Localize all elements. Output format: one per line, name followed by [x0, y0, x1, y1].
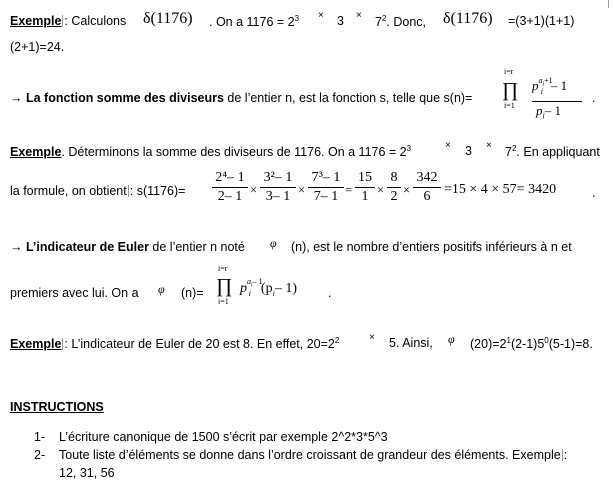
times-symbol: × [298, 183, 306, 197]
example2-end: . [592, 186, 596, 200]
sigma-den-tail: – 1 [544, 102, 561, 118]
fraction-1-num: 2⁴– 1 [215, 170, 245, 185]
example3-e1: 1 [506, 336, 511, 345]
example1-three: 3 [337, 14, 344, 28]
arrow-icon: → [10, 240, 23, 254]
phi-symbol: φ [448, 332, 455, 346]
sigma-num-sub: i [540, 86, 543, 96]
example2-three: 3 [465, 144, 472, 158]
example2-seven: 7 [505, 145, 512, 159]
euler-line1 [10, 240, 245, 254]
example1-label: Exemple [10, 14, 62, 28]
fraction-3-num: 7³– 1 [311, 170, 341, 185]
sigma-end: . [592, 91, 596, 105]
sigma-num-tail: – 1 [550, 78, 568, 93]
instruction-2-cont: 12, 31, 56 [59, 466, 115, 480]
example1-text3: . Donc, [386, 15, 427, 29]
times-symbol: × [445, 140, 451, 151]
times-symbol: × [403, 183, 411, 197]
fraction-2-den: 3– 1 [265, 189, 291, 204]
sigma-fraction [532, 73, 582, 124]
example1-text5: (2+1)=24. [10, 40, 65, 54]
sigma-prod-bottom: i=1 [504, 101, 515, 110]
instruction-2-text: Toute liste d’éléments se donne dans l’ordre croissant de grandeur des éléments. Exemple : [59, 448, 568, 462]
euler-formula-p: p [240, 281, 247, 296]
fraction-6 [413, 170, 441, 205]
example1-delta2: δ(1176) [443, 10, 493, 27]
euler-text2: (n), est le nombre d’entiers positifs inférieurs à n et [291, 240, 572, 254]
cursor-mark [562, 449, 563, 461]
euler-formula-exp-tail: – 1 [252, 277, 263, 286]
fraction-2 [260, 170, 296, 205]
fraction-2-num: 3²– 1 [263, 170, 293, 185]
fraction-5 [387, 170, 401, 205]
euler-formula [240, 272, 297, 304]
euler-prod-bottom: i=1 [218, 297, 229, 306]
fraction-6-den: 6 [423, 189, 431, 204]
euler-text1: de l’entier n noté [148, 240, 245, 254]
instructions-title: INSTRUCTIONS [10, 400, 104, 414]
example3-result [470, 336, 593, 351]
fraction-4 [355, 170, 375, 205]
example3-text3: (20)=2 [470, 337, 507, 351]
example3-label: Exemple [10, 337, 62, 351]
sigma-den-p: p [536, 102, 543, 118]
instruction-2-text-main: Toute liste d’éléments se donne dans l’ordre croissant de grandeur des éléments. Exemple [59, 448, 561, 462]
fraction-1-den: 2– 1 [217, 189, 243, 204]
corner-mark-top-right [608, 0, 612, 8]
example3-text4: (2-1)5 [510, 337, 545, 351]
arrow-icon: → [10, 91, 23, 105]
example2-result: =15 × 4 × 57= 3420 [444, 182, 557, 197]
example1-seven: 7 [375, 15, 382, 29]
instruction-1-num: 1- [34, 430, 46, 444]
times-symbol: × [369, 332, 375, 343]
example2-exp2: 2 [511, 144, 517, 153]
example2-exp3: 3 [406, 144, 412, 153]
euler-formula-tail: (p [260, 281, 273, 296]
example2-line1 [10, 144, 411, 159]
example1-text4: =(3+1)(1+1) [508, 14, 575, 28]
times-symbol: × [250, 183, 258, 197]
example3-text5: (5-1)=8. [548, 337, 593, 351]
sigma-title: La fonction somme des diviseurs [25, 91, 224, 105]
fraction-4-den: 1 [361, 189, 369, 204]
fraction-5-den: 2 [390, 189, 398, 204]
sigma-num-p: p [532, 78, 539, 93]
fraction-1 [212, 170, 248, 205]
euler-title: L’indicateur de Euler [25, 240, 149, 254]
sigma-definition [10, 91, 472, 105]
sigma-den-sub: i [542, 111, 545, 121]
euler-text4: (n)= [181, 286, 204, 300]
instruction-1-text: L’écriture canonique de 1500 s’écrit par exemple 2^2*3*5^3 [59, 430, 388, 444]
sigma-num-exp-tail: +1 [544, 76, 553, 85]
sigma-num-exp-sub: i [542, 81, 545, 88]
example3-e0: 0 [544, 336, 549, 345]
times-symbol: × [486, 140, 492, 151]
sigma-num-exp: a [538, 76, 543, 85]
euler-formula-exp-sub: i [251, 282, 253, 289]
example1-line1b [209, 14, 299, 29]
sigma-prod-top: i=r [504, 67, 514, 76]
times-symbol: × [377, 183, 385, 197]
example1-text1: : Calculons [64, 14, 127, 28]
example2-text1: . Déterminons la somme des diviseurs de 1176. On a 1176 = 2 [61, 145, 407, 159]
example2-line2 [10, 184, 185, 198]
example3-line [10, 336, 339, 351]
phi-symbol: φ [158, 282, 165, 296]
product-icon: ∏ [502, 79, 519, 101]
euler-end: . [328, 286, 332, 300]
example1-line1 [10, 14, 126, 28]
sigma-text: de l’entier n, est la fonction s, telle que s(n)= [223, 91, 473, 105]
example2-label: Exemple [10, 145, 62, 159]
equals-symbol: = [345, 183, 353, 197]
example3-text2: 5. Ainsi, [389, 336, 433, 350]
euler-formula-tail-sub: i [272, 288, 275, 298]
example3-text1: : L’indicateur de Euler de 20 est 8. En effet, 20=2 [64, 337, 335, 351]
phi-symbol: φ [270, 236, 277, 250]
fraction-4-num: 15 [358, 170, 372, 185]
euler-formula-close: – 1) [274, 281, 297, 296]
example2-line1c [505, 144, 600, 159]
fraction-3 [308, 170, 344, 205]
example2-text3: la formule, on obtient [10, 184, 127, 198]
cursor-mark [128, 185, 129, 197]
example1-exp2: 2 [381, 14, 387, 23]
instruction-item-2 [34, 448, 45, 462]
instruction-2-num: 2- [34, 448, 46, 462]
times-symbol: × [318, 10, 324, 21]
example2-text4: : s(1176)= [129, 184, 186, 198]
example3-exp2: 2 [334, 336, 340, 345]
example2-text2: . En appliquant [516, 145, 600, 159]
example1-delta: δ(1176) [143, 10, 193, 27]
example1-exp3: 3 [294, 14, 300, 23]
fraction-6-num: 342 [416, 170, 438, 185]
fraction-3-den: 7– 1 [313, 189, 339, 204]
example1-line1c [375, 14, 426, 29]
example1-text2: . On a 1176 = 2 [209, 15, 295, 29]
euler-prod-top: i=r [218, 264, 228, 273]
euler-formula-sub: i [248, 288, 251, 298]
instruction-item-1 [34, 430, 45, 444]
product-icon: ∏ [216, 275, 233, 297]
euler-text3: premiers avec lui. On a [10, 286, 139, 300]
euler-formula-exp: a [247, 277, 251, 286]
fraction-5-num: 8 [390, 170, 398, 185]
times-symbol: × [356, 10, 362, 21]
